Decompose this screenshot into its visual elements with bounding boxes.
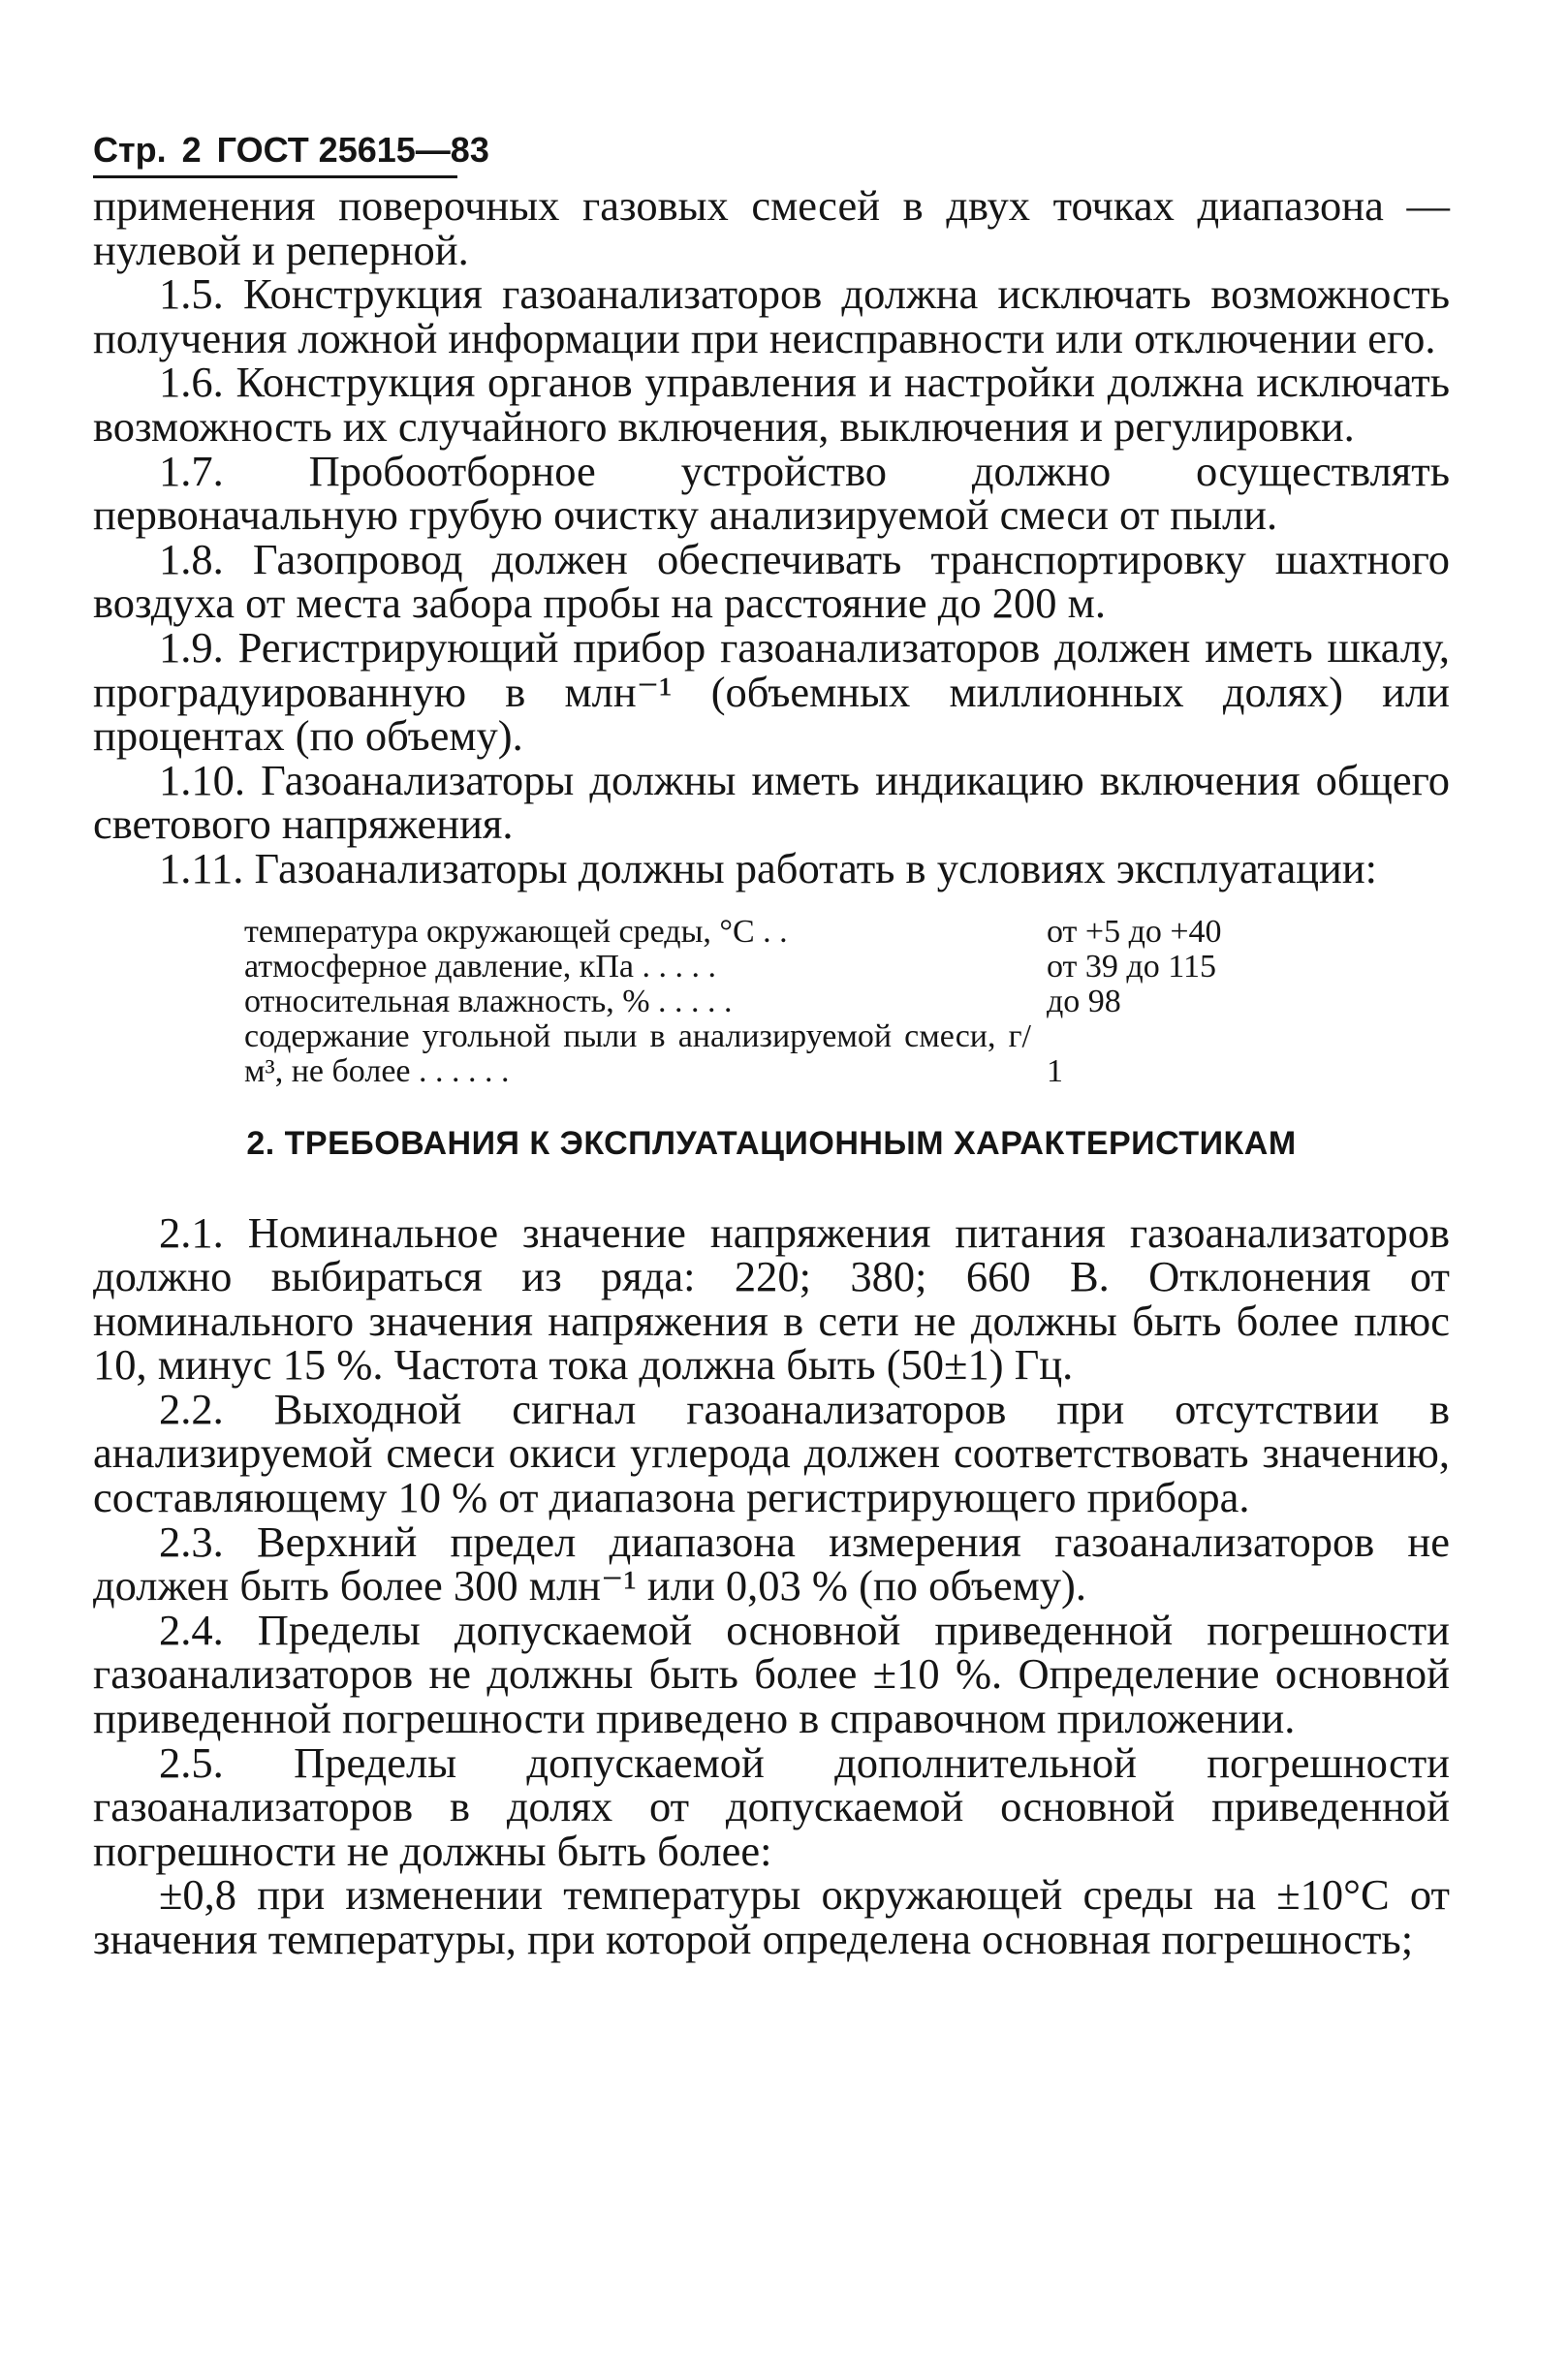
paragraph-1-6: 1.6. Конструкция органов управления и настройки должна исключать возможность их случайного включения, выключения и регулировки. — [93, 358, 1450, 451]
document-page — [93, 131, 1450, 1962]
paragraph-2-4: 2.4. Пределы допускаемой основной приведенной погрешности газоанализаторов не должны быть более ±10 %. Определение основной приведенной погрешности приведено в справочном приложении. — [93, 1605, 1450, 1743]
paragraph-2-5: 2.5. Пределы допускаемой дополнительной погрешности газоанализаторов в долях от допускаемой основной приведенной погрешности не должны быть более: — [93, 1737, 1450, 1875]
condition-param: относительная влажность, % . . . . . — [244, 983, 733, 1019]
paragraph-1-8: 1.8. Газопровод должен обеспечивать транспортировку шахтного воздуха от места забора пробы на расстояние до 200 м. — [93, 534, 1450, 628]
condition-value: до 98 — [1047, 983, 1121, 1019]
condition-param: атмосферное давление, кПа . . . . . — [244, 948, 716, 985]
paragraph-2-3: 2.3. Верхний предел диапазона измерения газоанализаторов не должен быть более 300 млн⁻¹ или 0,03 % (по объему). — [93, 1517, 1450, 1611]
paragraph-1-9: 1.9. Регистрирующий прибор газоанализаторов должен иметь шкалу, проградуированную в млн⁻¹ (объемных миллионных долях) или процентах (по объему). — [93, 622, 1450, 761]
condition-row — [244, 985, 1222, 1019]
paragraph-1-10: 1.10. Газоанализаторы должны иметь индикацию включения общего светового напряжения. — [93, 755, 1450, 849]
condition-row — [244, 1019, 1222, 1089]
paragraph-2-5-item: ±0,8 при изменении температуры окружающей среды на ±10°С от значения температуры, при которой определена основная погрешность; — [93, 1870, 1450, 1963]
page-number: 2 — [181, 130, 202, 170]
paragraph-1-11: 1.11. Газоанализаторы должны работать в условиях эксплуатации: — [159, 843, 1378, 892]
paragraph-continuation: применения поверочных газовых смесей в двух точках диапазона — нулевой и реперной. — [93, 181, 1450, 274]
condition-value: 1 — [1047, 1052, 1063, 1089]
document-body — [93, 181, 1450, 1963]
section-heading: 2. ТРЕБОВАНИЯ К ЭКСПЛУАТАЦИОННЫМ ХАРАКТЕРИСТИКАМ — [246, 1124, 1297, 1162]
header-rule — [93, 175, 457, 178]
paragraph-2-2: 2.2. Выходной сигнал газоанализаторов при отсутствии в анализируемой смеси окиси углерода должен соответствовать значению, составляющему 10 % от диапазона регистрирующего прибора. — [93, 1384, 1450, 1522]
page-header — [93, 131, 1450, 173]
condition-row — [244, 950, 1222, 985]
paragraph-1-7: 1.7. Пробоотборное устройство должно осуществлять первоначальную грубую очистку анализируемой смеси от пыли. — [93, 446, 1450, 540]
operating-conditions-table — [244, 915, 1222, 1089]
paragraph-2-1: 2.1. Номинальное значение напряжения питания газоанализаторов должно выбираться из ряда: 220; 380; 660 В. Отклонения от номинального значения напряжения в сети не должны быть более плюс 10, минус 15 %. Частота тока должна быть (50±1) Гц. — [93, 1207, 1450, 1390]
condition-value: от +5 до +40 — [1047, 913, 1222, 950]
condition-row — [244, 915, 1222, 950]
paragraph-1-5: 1.5. Конструкция газоанализаторов должна исключать возможность получения ложной информации при неисправности или отключении его. — [93, 269, 1450, 362]
condition-param: содержание угольной пыли в анализируемой смеси, г/м³, не более . . . . . . — [244, 1017, 1031, 1089]
condition-value: от 39 до 115 — [1047, 948, 1216, 985]
standard-code: ГОСТ 25615—83 — [216, 130, 489, 170]
page-label: Стр. — [93, 130, 167, 170]
condition-param: температура окружающей среды, °С . . — [244, 913, 788, 950]
